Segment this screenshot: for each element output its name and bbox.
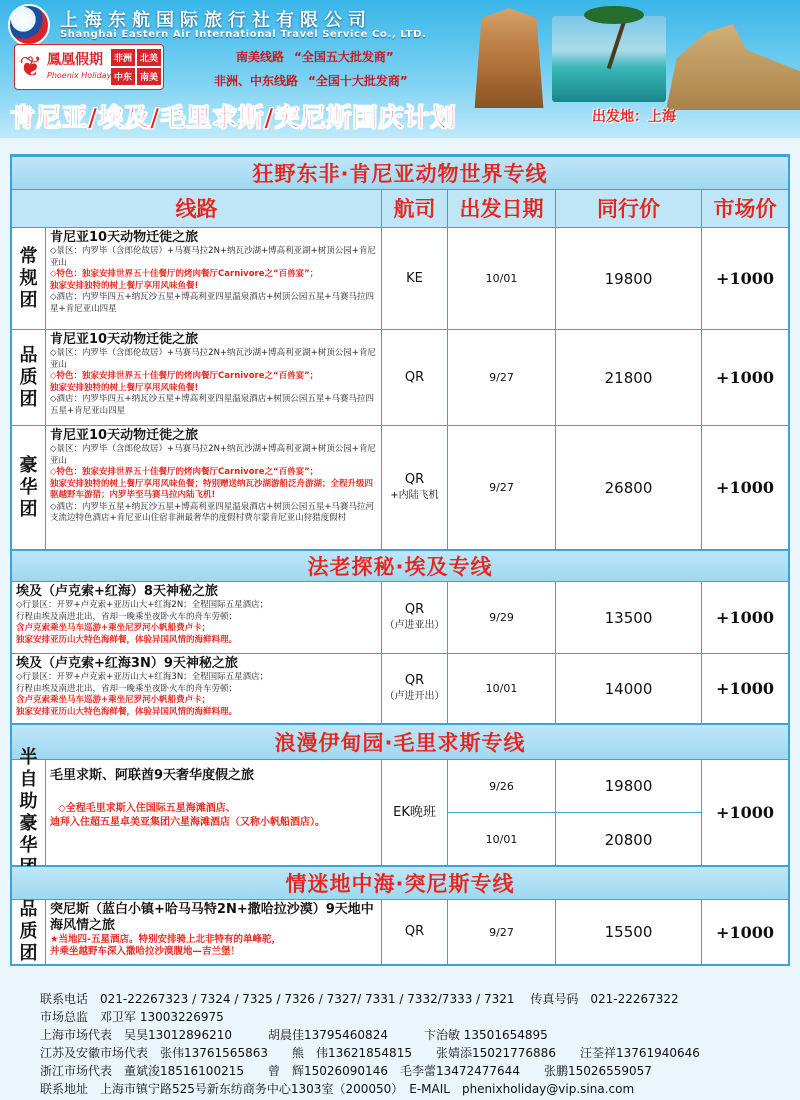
- route-line: 含卢克索乘坐马车巡游+乘坐尼罗河小帆船费卢卡；: [16, 695, 211, 705]
- route-description: [12, 582, 382, 653]
- route-description: [46, 900, 382, 964]
- tour-type-label: [12, 228, 46, 329]
- brand-region-tags: [111, 49, 161, 85]
- jiangsu-anhui-reps-line: 江苏及安徽市场代表 张伟13761565863 熊 伟13621854815 张婧添15021776886 汪荃祥13761940646: [40, 1046, 700, 1060]
- route-title: 埃及（卢克索+红海）8天神秘之旅: [16, 584, 218, 599]
- route-line: 独家安排亚历山大特色海鲜餐，体验异国风情的海鲜料理。: [16, 706, 238, 717]
- airline-code-text: QR: [404, 672, 425, 688]
- route-title: 埃及（卢克索+红海3N）9天神秘之旅: [16, 656, 238, 671]
- market-cell: [702, 582, 788, 653]
- airline-note: +内陆飞机: [390, 489, 439, 501]
- departure-date: 9/29: [489, 611, 514, 624]
- tour-type-text: 豪华团: [19, 454, 38, 520]
- zhejiang-reps-line: 浙江市场代表 董斌浚18516100215 曾 辉15026090146 毛李蕾13472477644 张鹏15026559057: [40, 1064, 652, 1078]
- date-cell: [448, 760, 556, 865]
- route-line: ◇酒店：内罗毕五星+纳瓦沙五星+博高利亚四星温泉酒店+树顶公园五星+马赛马拉河支流边特色酒店+肯尼亚山住宿非洲最奢华的度假村费尔蒙肯尼亚山狩猎度假村: [50, 501, 375, 523]
- date-cell: [448, 330, 556, 425]
- market-cell: [702, 900, 788, 964]
- departure-date: 10/01: [485, 833, 518, 846]
- route-line: 独家安排独特的树上餐厅享用风味鱼餐；特别赠送纳瓦沙湖游船泛舟游湖；全程升级四驱越野车游猎；内罗毕至马赛马拉内陆飞机!: [50, 478, 374, 500]
- date-subrow: [448, 760, 555, 813]
- destination-photos: [466, 2, 800, 110]
- palm-leaf-image: [584, 6, 644, 24]
- brand-tag: 南美: [137, 68, 161, 85]
- header-airline: 航司: [382, 190, 448, 228]
- date-cell: [448, 900, 556, 964]
- route-line: ◇全程毛里求斯入住国际五星海滩酒店、: [58, 803, 236, 814]
- title-band: [0, 96, 800, 134]
- date-cell: [448, 582, 556, 653]
- market-price: +1000: [716, 679, 774, 698]
- brand-name-en: Phoenix Holiday: [47, 71, 112, 80]
- header-market-price: 市场价: [713, 197, 777, 221]
- slogan-south-america: [236, 48, 394, 65]
- address-email-line: 联系地址 上海市镇宁路525号新东纺商务中心1303室（200050） E-MAIL phenixholiday@vip.sina.com: [40, 1082, 635, 1096]
- airline-code-text: QR: [404, 601, 425, 617]
- date-cell: [448, 654, 556, 723]
- airline-code: [385, 602, 445, 634]
- slogan-route: 非洲、中东线路: [214, 74, 299, 88]
- airline-code: QR: [404, 924, 425, 939]
- peer-price: 20800: [604, 830, 653, 849]
- market-cell: [702, 228, 788, 329]
- price-subrow: [556, 760, 701, 813]
- price-cell: [556, 582, 702, 653]
- market-price: +1000: [716, 269, 774, 288]
- contact-footer: [0, 980, 800, 1100]
- brand-name: 鳳凰假期: [47, 52, 103, 68]
- marketing-director-line: 市场总监 邓卫军 13003226975: [40, 1010, 224, 1024]
- section-title-kenya: 狂野东非·肯尼亚动物世界专线: [12, 156, 788, 190]
- route-description: [46, 330, 382, 425]
- route-line: ◇酒店：内罗毕四五+纳瓦沙五星+博高利亚四星温泉酒店+树顶公园五星+马赛马拉四五星+肯尼亚山四星: [50, 394, 375, 416]
- price-cell: [556, 760, 702, 865]
- route-line: ◇酒店：内罗毕四五+纳瓦沙五星+博高利亚四星温泉酒店+树顶公园五星+马赛马拉四星+肯尼亚山四星: [50, 292, 375, 314]
- route-line: 迪拜入住超五星卓美亚集团六星海滩酒店（又称小帆船酒店）。: [50, 817, 325, 828]
- tour-type-text: 常规团: [19, 245, 38, 311]
- eastern-air-logo: [8, 4, 50, 46]
- petra-temple-image: [466, 8, 552, 108]
- tour-type-text: 品质团: [19, 899, 38, 964]
- header-date: 出发日期: [448, 190, 556, 228]
- shanghai-reps-line: 上海市场代表 吴昊13012896210 胡晨佳13795460824 卞治敏 13501654895: [40, 1028, 548, 1042]
- route-line: ◇景区：内罗毕（含郎伦故居）+马赛马拉2N+纳瓦沙湖+博高利亚湖+树顶公园+肯尼亚山: [50, 246, 376, 268]
- market-price: +1000: [716, 368, 774, 387]
- price-cell: [556, 228, 702, 329]
- route-line: ◇景区：内罗毕（含郎伦故居）+马赛马拉2N+纳瓦沙湖+博高利亚湖+树顶公园+肯尼亚山: [50, 444, 376, 466]
- price-subrow: [556, 813, 701, 866]
- peer-price: 13500: [604, 608, 653, 627]
- route-description: [12, 654, 382, 723]
- brand-tag: 中东: [111, 68, 135, 85]
- route-line: 并乘坐越野车深入撒哈拉沙漠腹地—吉兰堡！: [50, 945, 241, 957]
- airline-cell: [382, 228, 448, 329]
- date-subrow: [448, 813, 555, 866]
- departure-date: 9/27: [489, 371, 514, 384]
- market-cell: [702, 426, 788, 549]
- peer-price: 19800: [604, 777, 653, 795]
- peer-price: 26800: [604, 478, 653, 497]
- tour-type-label: [12, 426, 46, 549]
- route-line: ◇特色：独家安排世界五十佳餐厅的烤肉餐厅Carnivore之“百兽宴”；: [50, 371, 319, 381]
- airline-code: KE: [406, 270, 423, 286]
- contact-phone-line: 联系电话 021-22267323 / 7324 / 7325 / 7326 / 7327/ 7331 / 7332/7333 / 7321 传真号码 021-22267322: [40, 992, 679, 1006]
- departure-city: 出发地：上海: [592, 109, 676, 125]
- slogan-route: 南美线路: [236, 50, 285, 64]
- price-cell: [556, 654, 702, 723]
- tour-type-text: 品质团: [19, 344, 38, 410]
- departure-date: 10/01: [485, 682, 518, 695]
- route-line: ◇行景区：开罗+卢克索+亚历山大+红海3N；全程国际五星酒店；: [16, 672, 269, 682]
- airline-note: （卢进亚出）: [384, 619, 445, 631]
- market-price: +1000: [716, 478, 774, 497]
- price-cell: [556, 900, 702, 964]
- route-line: 含卢克索乘坐马车巡游+乘坐尼罗河小帆船费卢卡；: [16, 623, 211, 633]
- tour-type-label: [12, 330, 46, 425]
- table-row: [12, 426, 788, 550]
- table-header: [12, 190, 788, 228]
- route-line: 独家安排亚历山大特色海鲜餐，体验异国风情的海鲜料理。: [16, 634, 238, 645]
- route-line: ◇特色：独家安排世界五十佳餐厅的烤肉餐厅Carnivore之“百兽宴”；: [50, 467, 319, 477]
- airline-code: EK晚班: [393, 804, 436, 820]
- header-peer-price: 同行价: [556, 190, 702, 228]
- route-line: 独家安排独特的树上餐厅享用风味鱼餐!: [50, 382, 199, 393]
- table-row: [12, 330, 788, 426]
- route-title: 突尼斯（蓝白小镇+哈马马特2N+撒哈拉沙漠）9天地中海风情之旅: [50, 902, 374, 933]
- table-row: [12, 582, 788, 654]
- table-row: [12, 900, 788, 964]
- market-cell: [702, 330, 788, 425]
- market-price: +1000: [716, 608, 774, 627]
- company-name-en: Shanghai Eastern Air International Travel Service Co., LTD.: [60, 29, 427, 40]
- peer-price: 21800: [604, 368, 653, 387]
- peer-price: 19800: [604, 269, 653, 288]
- airline-code: QR: [404, 369, 425, 385]
- table-row: [12, 228, 788, 330]
- departure-date: 9/26: [489, 779, 514, 793]
- phoenix-holiday-logo: [14, 44, 164, 90]
- market-cell: [702, 760, 788, 865]
- section-title-egypt: 法老探秘·埃及专线: [12, 550, 788, 582]
- route-description: [46, 228, 382, 329]
- price-cell: [556, 330, 702, 425]
- departure-date: 9/27: [489, 481, 514, 494]
- departure-date: 10/01: [485, 272, 518, 285]
- airline-cell: [382, 582, 448, 653]
- tour-type-label: [12, 900, 46, 964]
- tour-type-label: [12, 746, 46, 865]
- price-cell: [556, 426, 702, 549]
- date-cell: [448, 426, 556, 549]
- route-line: ◇行景区：开罗+卢克索+亚历山大+红海2N；全程国际五星酒店；: [16, 600, 269, 610]
- airline-note: （卢进开出）: [384, 690, 445, 702]
- table-row: [12, 654, 788, 724]
- date-cell: [448, 228, 556, 329]
- table-row: [12, 746, 788, 866]
- slogan-text: “全国十大批发商”: [308, 74, 408, 88]
- section-title-tunisia: 情迷地中海·突尼斯专线: [12, 866, 788, 900]
- airline-code: [390, 472, 438, 504]
- route-description: [46, 426, 382, 549]
- peer-price: 15500: [604, 923, 653, 941]
- company-name-cn: 上海东航国际旅行社有限公司: [60, 10, 372, 31]
- phoenix-icon: ❦: [19, 50, 43, 83]
- airline-cell: [382, 900, 448, 964]
- airline-cell: [382, 760, 448, 865]
- airline-code: [385, 673, 445, 705]
- route-title: 肯尼亚10天动物迁徙之旅: [50, 230, 199, 245]
- airline-cell: [382, 426, 448, 549]
- slogan-text: “全国五大批发商”: [294, 50, 394, 64]
- route-line: 行程由埃及南进北出，省却一晚乘坐夜卧火车的舟车劳顿；: [16, 611, 238, 622]
- route-description: [46, 760, 382, 865]
- itinerary-table: [10, 154, 790, 966]
- market-price: +1000: [716, 803, 774, 822]
- tour-type-text: 半自助豪华: [19, 746, 38, 856]
- peer-price: 14000: [604, 679, 653, 698]
- departure-date: 9/27: [489, 925, 514, 939]
- header-banner: [0, 0, 800, 138]
- route-line: ◇特色：独家安排世界五十佳餐厅的烤肉餐厅Carnivore之“百兽宴”；: [50, 269, 319, 279]
- airline-code-text: QR: [404, 471, 425, 487]
- header-route: 线路: [12, 190, 382, 228]
- route-title: 肯尼亚10天动物迁徙之旅: [50, 332, 199, 347]
- section-title-mauritius: 浪漫伊甸园·毛里求斯专线: [12, 724, 788, 760]
- page-title: 肯尼亚/埃及/毛里求斯/突尼斯国庆计划: [10, 103, 457, 132]
- airline-cell: [382, 654, 448, 723]
- route-line: 独家安排独特的树上餐厅享用风味鱼餐!: [50, 280, 199, 291]
- route-line: 行程由埃及南进北出，省却一晚乘坐夜卧火车的舟车劳顿；: [16, 683, 238, 694]
- brand-tag: 非洲: [111, 49, 135, 66]
- airline-cell: [382, 330, 448, 425]
- route-line: ★当地四-五星酒店。特别安排骑上北非特有的单峰驼，: [50, 934, 281, 945]
- market-cell: [702, 654, 788, 723]
- slogan-africa-middle-east: [214, 72, 408, 89]
- route-line: ◇景区：内罗毕（含郎伦故居）+马赛马拉2N+纳瓦沙湖+博高利亚湖+树顶公园+肯尼亚山: [50, 348, 376, 370]
- route-title: 毛里求斯、阿联酋9天奢华度假之旅: [50, 768, 255, 783]
- brand-tag: 北美: [137, 49, 161, 66]
- market-price: +1000: [716, 922, 774, 942]
- route-title: 肯尼亚10天动物迁徙之旅: [50, 428, 199, 443]
